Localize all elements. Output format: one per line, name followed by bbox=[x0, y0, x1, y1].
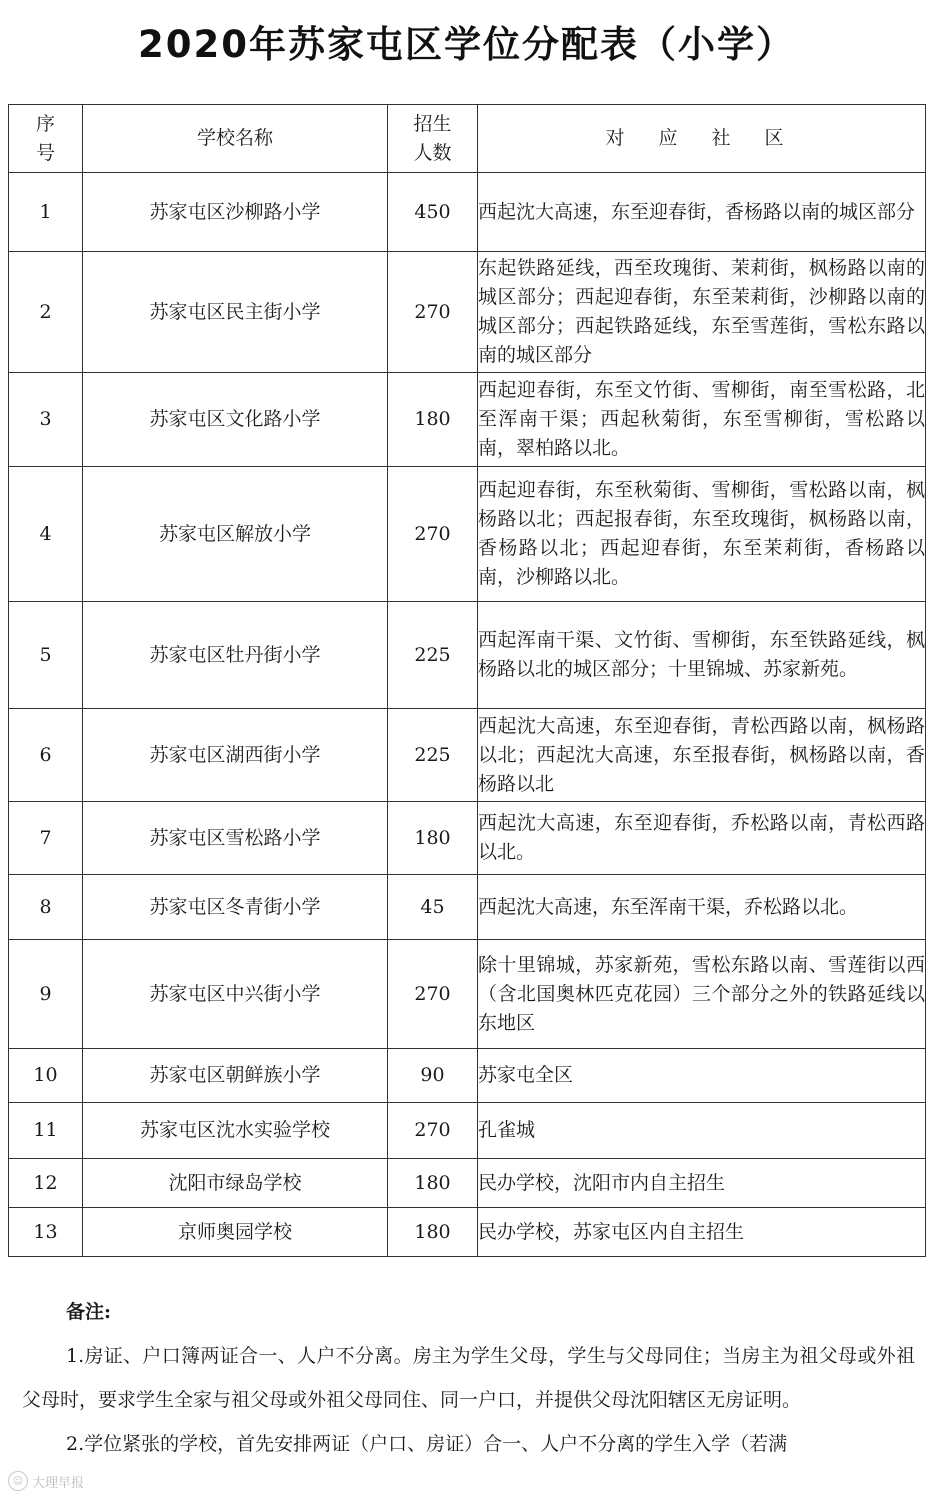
row-number: 2 bbox=[9, 252, 83, 373]
community-area: 民办学校，沈阳市内自主招生 bbox=[478, 1159, 926, 1208]
row-number: 10 bbox=[9, 1049, 83, 1103]
header-count-line2: 人数 bbox=[413, 141, 452, 164]
table-row bbox=[9, 467, 926, 602]
enrollment-count: 180 bbox=[388, 1208, 478, 1257]
page-title: 2020年苏家屯区学位分配表（小学） bbox=[138, 23, 795, 66]
table-row bbox=[9, 802, 926, 875]
header-community: 对 应 社 区 bbox=[478, 105, 926, 173]
table-row bbox=[9, 709, 926, 802]
header-school: 学校名称 bbox=[83, 105, 388, 173]
enrollment-count: 270 bbox=[388, 252, 478, 373]
community-area: 西起浑南干渠、文竹街、雪柳街，东至铁路延线，枫杨路以北的城区部分；十里锦城、苏家新苑。 bbox=[478, 602, 926, 709]
community-area: 西起沈大高速，东至迎春街，乔松路以南，青松西路以北。 bbox=[478, 802, 926, 875]
enrollment-count: 180 bbox=[388, 1159, 478, 1208]
enrollment-count: 90 bbox=[388, 1049, 478, 1103]
school-name: 苏家屯区沈水实验学校 bbox=[83, 1103, 388, 1159]
community-area: 除十里锦城，苏家新苑，雪松东路以南、雪莲街以西（含北国奥林匹克花园）三个部分之外的铁路延线以东地区 bbox=[478, 940, 926, 1049]
school-name: 京师奥园学校 bbox=[83, 1208, 388, 1257]
community-area: 西起迎春街，东至秋菊街、雪柳街，雪松路以南，枫杨路以北；西起报春街，东至玫瑰街，枫杨路以南，香杨路以北；西起迎春街，东至茉莉街，香杨路以南，沙柳路以北。 bbox=[478, 467, 926, 602]
enrollment-count: 45 bbox=[388, 875, 478, 940]
community-area: 孔雀城 bbox=[478, 1103, 926, 1159]
row-number: 13 bbox=[9, 1208, 83, 1257]
watermark-text: 大理早报 bbox=[32, 1475, 85, 1491]
note-item-2: 2.学位紧张的学校，首先安排两证（户口、房证）合一、人户不分离的学生入学（若满 bbox=[66, 1433, 788, 1455]
watermark-logo-icon: ☺ bbox=[8, 1471, 28, 1491]
header-no bbox=[9, 105, 83, 173]
table-row bbox=[9, 252, 926, 373]
header-count-line1: 招生 bbox=[413, 112, 452, 135]
community-area: 西起沈大高速，东至迎春街，青松西路以南，枫杨路以北；西起沈大高速，东至报春街，枫杨路以南，香杨路以北 bbox=[478, 709, 926, 802]
table-row bbox=[9, 1208, 926, 1257]
school-name: 苏家屯区民主街小学 bbox=[83, 252, 388, 373]
enrollment-count: 270 bbox=[388, 1103, 478, 1159]
school-name: 苏家屯区雪松路小学 bbox=[83, 802, 388, 875]
community-area: 西起沈大高速，东至浑南干渠，乔松路以北。 bbox=[478, 875, 926, 940]
school-name: 苏家屯区湖西街小学 bbox=[83, 709, 388, 802]
community-area: 西起沈大高速，东至迎春街，香杨路以南的城区部分 bbox=[478, 173, 926, 252]
table-row bbox=[9, 1159, 926, 1208]
school-name: 苏家屯区文化路小学 bbox=[83, 373, 388, 467]
enrollment-count: 270 bbox=[388, 940, 478, 1049]
school-name: 苏家屯区沙柳路小学 bbox=[83, 173, 388, 252]
community-area: 民办学校，苏家屯区内自主招生 bbox=[478, 1208, 926, 1257]
table-row bbox=[9, 1049, 926, 1103]
row-number: 12 bbox=[9, 1159, 83, 1208]
school-name: 沈阳市绿岛学校 bbox=[83, 1159, 388, 1208]
school-name: 苏家屯区解放小学 bbox=[83, 467, 388, 602]
row-number: 8 bbox=[9, 875, 83, 940]
table-row bbox=[9, 173, 926, 252]
row-number: 6 bbox=[9, 709, 83, 802]
enrollment-count: 180 bbox=[388, 802, 478, 875]
header-no-line1: 序 bbox=[35, 112, 55, 135]
enrollment-count: 225 bbox=[388, 709, 478, 802]
allocation-table bbox=[8, 104, 926, 1257]
row-number: 3 bbox=[9, 373, 83, 467]
enrollment-count: 450 bbox=[388, 173, 478, 252]
community-area: 东起铁路延线，西至玫瑰街、茉莉街，枫杨路以南的城区部分；西起迎春街，东至茉莉街，沙柳路以南的城区部分；西起铁路延线，东至雪莲街，雪松东路以南的城区部分 bbox=[478, 252, 926, 373]
school-name: 苏家屯区冬青街小学 bbox=[83, 875, 388, 940]
table-row bbox=[9, 940, 926, 1049]
header-count bbox=[388, 105, 478, 173]
row-number: 1 bbox=[9, 173, 83, 252]
header-no-line2: 号 bbox=[35, 141, 55, 164]
row-number: 5 bbox=[9, 602, 83, 709]
notes-heading: 备注: bbox=[66, 1301, 112, 1323]
table-row bbox=[9, 1103, 926, 1159]
school-name: 苏家屯区牡丹街小学 bbox=[83, 602, 388, 709]
table-row bbox=[9, 602, 926, 709]
table-row bbox=[9, 875, 926, 940]
table-header-row bbox=[9, 105, 926, 173]
row-number: 11 bbox=[9, 1103, 83, 1159]
note-item-1: 1.房证、户口簿两证合一、人户不分离。房主为学生父母，学生与父母同住；当房主为祖父母或外祖父母时，要求学生全家与祖父母或外祖父母同住、同一户口，并提供父母沈阳辖区无房证明。 bbox=[22, 1345, 915, 1411]
watermark bbox=[8, 1471, 84, 1491]
notes-section bbox=[22, 1290, 915, 1466]
school-name: 苏家屯区朝鲜族小学 bbox=[83, 1049, 388, 1103]
community-area: 西起迎春街，东至文竹街、雪柳街，南至雪松路，北至浑南干渠；西起秋菊街，东至雪柳街，雪松路以南，翠柏路以北。 bbox=[478, 373, 926, 467]
enrollment-count: 225 bbox=[388, 602, 478, 709]
community-area: 苏家屯全区 bbox=[478, 1049, 926, 1103]
row-number: 9 bbox=[9, 940, 83, 1049]
table-row bbox=[9, 373, 926, 467]
enrollment-count: 270 bbox=[388, 467, 478, 602]
row-number: 4 bbox=[9, 467, 83, 602]
enrollment-count: 180 bbox=[388, 373, 478, 467]
row-number: 7 bbox=[9, 802, 83, 875]
school-name: 苏家屯区中兴街小学 bbox=[83, 940, 388, 1049]
